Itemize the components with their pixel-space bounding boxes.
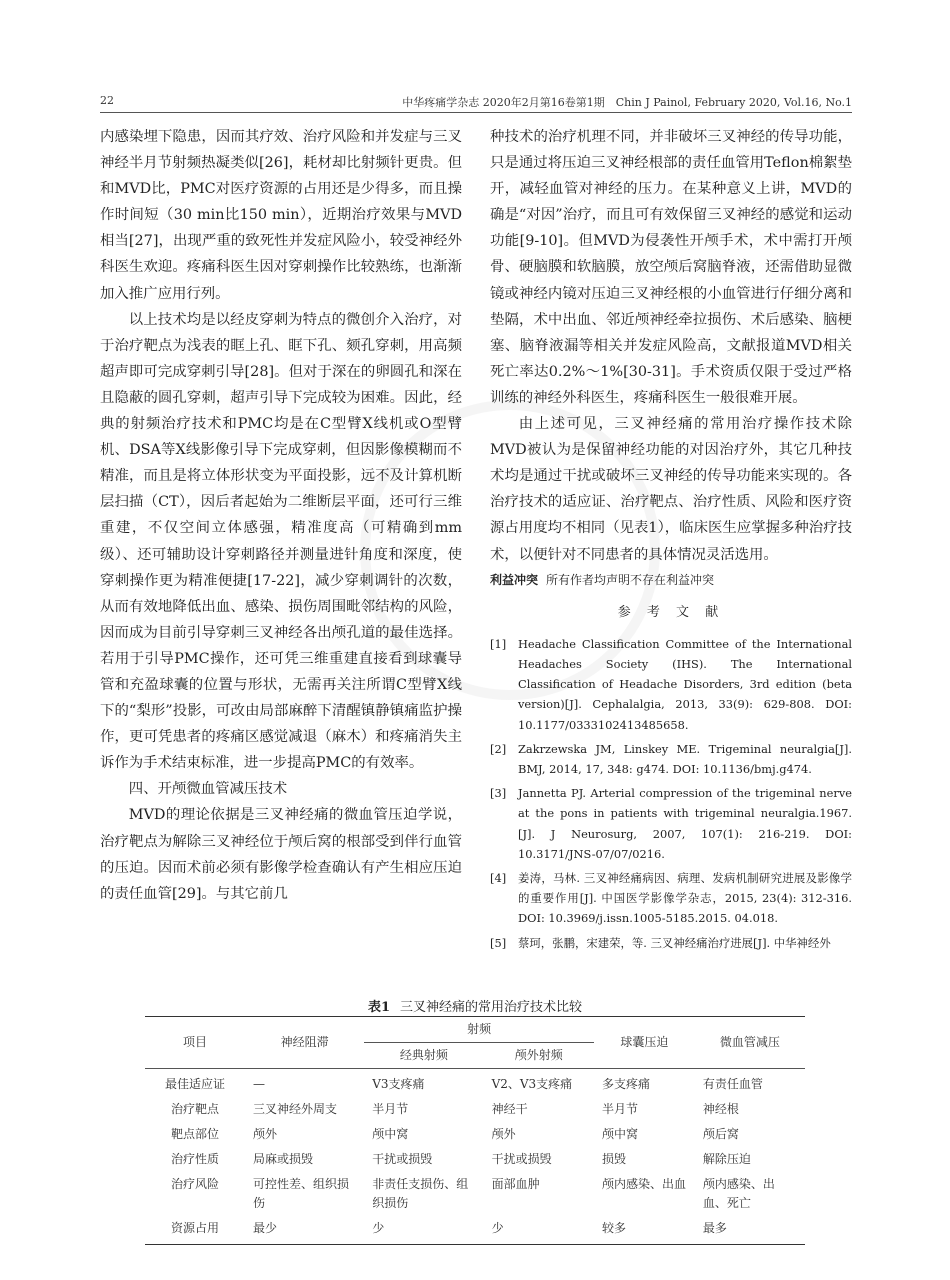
table-row xyxy=(145,1172,805,1216)
table-cell: 半月节 xyxy=(372,1102,409,1116)
table-cell: 颅外 xyxy=(491,1127,516,1141)
table-cell: 干扰或损毁 xyxy=(372,1152,433,1166)
table-cell: 干扰或损毁 xyxy=(491,1152,552,1166)
conflict-text: 所有作者均声明不存在利益冲突 xyxy=(546,572,715,587)
section-heading: 四、开颅微血管减压技术 xyxy=(128,781,288,798)
table-cell: 颅中窝 xyxy=(601,1127,638,1141)
table-row xyxy=(145,1216,805,1245)
table-cell: 最多 xyxy=(695,1216,805,1245)
table-cell: 神经根 xyxy=(702,1102,739,1116)
table-cell: 颅外 xyxy=(252,1127,277,1141)
header-rf-extracranial: 颅外射频 xyxy=(484,1043,594,1069)
reference-number: [3] xyxy=(490,786,507,801)
reference-number: [2] xyxy=(490,741,507,756)
paragraph: 内感染埋下隐患，因而其疗效、治疗风险和并发症与三叉神经半月节射频热凝类似[26]，耗材却比射频针更贵。但和MVD比，PMC对医疗资源的占用还是少得多，而且操作时间短（30 min比150 min），近期治疗效果与MVD相当[27]，出现严重的致死性并发症风险小，较受神经外科医生欢迎。疼痛科医生因对穿刺操作比较熟练，也渐渐加入推广应用行列。 xyxy=(100,129,462,302)
conflict-label: 利益冲突 xyxy=(490,572,539,587)
reference-text: Jannetta PJ. Arterial compression of the trigeminal nerve at the pons in patients with trigeminal neuralgia.1967.[J]. J Neurosurg, 2007, 107(1): 216-219. DOI: 10.3171/JNS-07/07/0216. xyxy=(518,786,852,861)
table-cell: 可控性差、组织损伤 xyxy=(252,1177,349,1210)
table-row xyxy=(145,1147,805,1172)
table-row xyxy=(145,1097,805,1122)
table-cell: — xyxy=(252,1077,265,1091)
left-column xyxy=(100,124,462,907)
treatment-comparison-table xyxy=(145,1016,805,1245)
table-cell: 资源占用 xyxy=(145,1216,245,1245)
reference-text: 姜涛，马林. 三叉神经痛病因、病理、发病机制研究进展及影像学的重要作用[J]. 中国医学影像学杂志，2015, 23(4): 312-316. DOI: 10.3969/j.issn.1005-5185.2015. 04.018. xyxy=(518,870,852,926)
page-header xyxy=(100,94,852,110)
table-row xyxy=(145,1069,805,1098)
table-cell: 多支疼痛 xyxy=(601,1077,650,1091)
table-cell: 较多 xyxy=(594,1216,695,1245)
table-cell: 治疗性质 xyxy=(170,1152,219,1166)
conflict-of-interest xyxy=(490,570,852,590)
table-cell: 少 xyxy=(364,1216,483,1245)
reference-number: [5] xyxy=(490,935,507,950)
page-number: 22 xyxy=(100,94,114,107)
table-cell: 有责任血管 xyxy=(702,1077,763,1091)
header-rf-classic: 经典射频 xyxy=(364,1043,483,1069)
table-cell: 颅中窝 xyxy=(372,1127,409,1141)
paragraph: MVD的理论依据是三叉神经痛的微血管压迫学说，治疗靶点为解除三叉神经位于颅后窝的根部受到伴行血管的压迫。因而术前必须有影像学检查确认有产生相应压迫的责任血管[29]。与其它前几 xyxy=(100,807,462,902)
reference-item xyxy=(490,783,852,864)
header-rule xyxy=(100,112,852,113)
reference-number: [4] xyxy=(490,870,507,885)
table-cell: 少 xyxy=(484,1216,594,1245)
table-cell: V3支疼痛 xyxy=(372,1077,425,1091)
table-label: 表1 xyxy=(367,1000,391,1015)
table-cell: 面部血肿 xyxy=(491,1177,540,1191)
journal-running-title: 中华疼痛学杂志 2020年2月第16卷第1期 Chin J Painol, February 2020, Vol.16, No.1 xyxy=(402,96,852,109)
table-cell: 神经干 xyxy=(491,1102,528,1116)
reference-item xyxy=(490,868,852,929)
table-cell: 颅后窝 xyxy=(702,1127,739,1141)
table-cell: 治疗风险 xyxy=(170,1177,219,1191)
reference-list xyxy=(490,634,852,953)
header-item: 项目 xyxy=(145,1017,245,1069)
paragraph: 种技术的治疗机理不同，并非破坏三叉神经的传导功能，只是通过将压迫三叉神经根部的责任血管用Teflon棉絮垫开，减轻血管对神经的压力。在某种意义上讲，MVD的确是“对因”治疗，而且可有效保留三叉神经的感觉和运动功能[9-10]。但MVD为侵袭性开颅手术，术中需打开颅骨、硬脑膜和软脑膜，放空颅后窝脑脊液，还需借助显微镜或神经内镜对压迫三叉神经根的小血管进行仔细分离和垫隔，术中出血、邻近颅神经牵拉损伤、术后感染、脑梗塞、脑脊液漏等相关并发症风险高，文献报道MVD相关死亡率达0.2%～1%[30-31]。手术资质仅限于受过严格训练的神经外科医生，疼痛科医生一般很难开展。 xyxy=(490,129,852,406)
reference-text: 蔡珂，张鹏，宋建荣，等. 三叉神经痛治疗进展[J]. 中华神经外 xyxy=(518,935,831,950)
reference-text: Zakrzewska JM, Linskey ME. Trigeminal neuralgia[J]. BMJ, 2014, 17, 348: g474. DOI: 10.1136/bmj.g474. xyxy=(518,741,852,776)
paragraph: 以上技术均是以经皮穿刺为特点的微创介入治疗，对于治疗靶点为浅表的眶上孔、眶下孔、颏孔穿刺，用高频超声即可完成穿刺引导[28]。但对于深在的卵圆孔和深在且隐蔽的圆孔穿刺，超声引导下完成较为困难。因此，经典的射频治疗技术和PMC均是在C型臂X线机或O型臂机、DSA等X线影像引导下完成穿刺，但因影像模糊而不精准，而且是将立体形状变为平面投影，远不及计算机断层扫描（CT），因后者起始为二维断层平面，还可行三维重建，不仅空间立体感强，精准度高（可精确到mm级）、还可辅助设计穿刺路径并测量进针角度和深度，使穿刺操作更为精准便捷[17-22]，减少穿刺调针的次数，从而有效地降低出血、感染、损伤周围毗邻结构的风险，因而成为目前引导穿刺三叉神经各出颅孔道的最佳选择。若用于引导PMC操作，还可凭三维重建直接看到球囊导管和充盈球囊的位置与形状，无需再关注所谓C型臂X线下的“梨形”投影，可改由局部麻醉下清醒镇静镇痛监护操作，更可凭患者的疼痛区感觉减退（麻木）和疼痛消失主诉作为手术结束标准，进一步提高PMC的有效率。 xyxy=(100,311,462,772)
table-cell: 治疗靶点 xyxy=(170,1102,219,1116)
table-cell: 颅内感染、出血 xyxy=(601,1177,686,1191)
table-cell: 最佳适应证 xyxy=(164,1077,225,1091)
table-row xyxy=(145,1122,805,1147)
table-cell: 三叉神经外周支 xyxy=(252,1102,337,1116)
reference-item xyxy=(490,739,852,779)
reference-number: [1] xyxy=(490,636,507,651)
header-rf: 射频 xyxy=(364,1017,594,1043)
table-cell: 解除压迫 xyxy=(702,1152,751,1166)
reference-text: Headache Classification Committee of the International Headaches Society (IHS). The International Classification of Headache Disorders, 3rd edition (beta version)[J]. Cephalalgia, 2013, 33(9): 629-808. DOI: 10.1177/0333102413485658. xyxy=(518,636,852,732)
references-heading: 参 考 文 献 xyxy=(617,604,725,620)
table-cell: 半月节 xyxy=(601,1102,638,1116)
table-cell: V2、V3支疼痛 xyxy=(491,1077,573,1091)
reference-item xyxy=(490,933,852,953)
table-cell: 非责任支损伤、组织损伤 xyxy=(372,1177,469,1210)
header-mvd: 微血管减压 xyxy=(695,1017,805,1069)
table-title: 三叉神经痛的常用治疗技术比较 xyxy=(400,1000,583,1015)
table-caption xyxy=(145,996,805,1015)
reference-item xyxy=(490,634,852,735)
table-cell: 损毁 xyxy=(601,1152,626,1166)
paragraph: 由上述可见，三叉神经痛的常用治疗操作技术除MVD被认为是保留神经功能的对因治疗外，其它几种技术均是通过干扰或破坏三叉神经的传导功能来实现的。各治疗技术的适应证、治疗靶点、治疗性质、风险和医疗资源占用度均不相同（见表1），临床医生应掌握多种治疗技术，以便针对不同患者的具体情况灵活选用。 xyxy=(490,416,852,563)
table-cell: 最少 xyxy=(245,1216,364,1245)
table-cell: 靶点部位 xyxy=(170,1127,219,1141)
table-cell: 局麻或损毁 xyxy=(252,1152,313,1166)
right-column xyxy=(490,124,852,957)
header-balloon: 球囊压迫 xyxy=(594,1017,695,1069)
header-nerve-block: 神经阻滞 xyxy=(245,1017,364,1069)
table-cell: 颅内感染、出血、死亡 xyxy=(702,1177,775,1210)
